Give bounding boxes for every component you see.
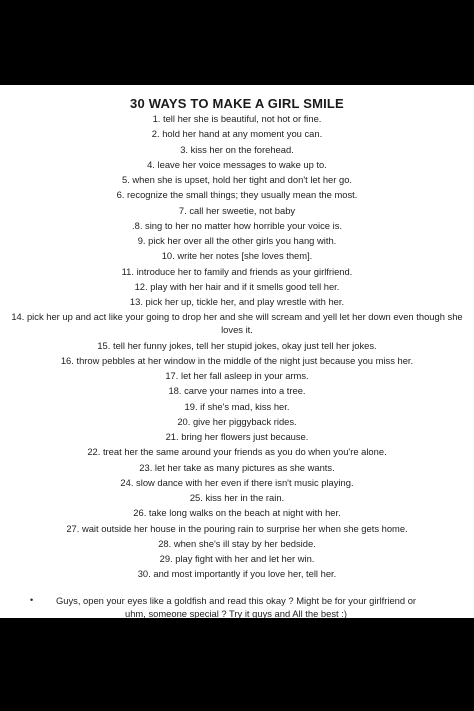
list-item: 5. when she is upset, hold her tight and don't let her go. — [121, 174, 353, 185]
closing-note-text: Guys, open your eyes like a goldfish and read this okay ? Might be for your girlfriend or uhm, someone special ? Try it guys and All the best :) — [55, 594, 417, 618]
list-item: 4. leave her voice messages to wake up to. — [147, 158, 327, 170]
list-item: 6. recognize the small things; they usually mean the most. — [116, 189, 358, 201]
list-item: 16. throw pebbles at her window in the middle of the night just because you miss her. — [60, 354, 414, 366]
list-item: 20. give her piggyback rides. — [177, 415, 297, 427]
list-item: 10. write her notes [she loves them]. — [161, 250, 313, 262]
list-item: 11. introduce her to family and friends as your girlfriend. — [121, 265, 353, 277]
list-item: 27. wait outside her house in the pouring rain to surprise her when she gets home. — [66, 522, 408, 534]
list-item: 19. if she's mad, kiss her. — [184, 400, 290, 412]
list-item: 7. call her sweetie, not baby — [178, 204, 296, 216]
list-item: 1. tell her she is beautiful, not hot or fine. — [152, 113, 322, 124]
tips-list — [0, 112, 474, 581]
list-item: 3. kiss her on the forehead. — [180, 143, 294, 155]
list-item: 23. let her take as many pictures as she wants. — [139, 461, 335, 473]
list-item: 12. play with her hair and if it smells good tell her. — [134, 280, 340, 292]
list-item: 21. bring her flowers just because. — [165, 431, 309, 443]
list-item: 25. kiss her in the rain. — [189, 492, 285, 504]
document-page — [0, 85, 474, 618]
list-item: 9. pick her over all the other girls you hang with. — [137, 235, 337, 246]
list-item: 30. and most importantly if you love her, tell her. — [137, 568, 337, 580]
list-item: 18. carve your names into a tree. — [168, 385, 306, 397]
list-item: 15. tell her funny jokes, tell her stupid jokes, okay just tell her jokes. — [97, 339, 377, 351]
list-item: 2. hold her hand at any moment you can. — [151, 128, 323, 140]
list-item: 22. treat her the same around your friends as you do when you're alone. — [87, 446, 387, 458]
list-item: 14. pick her up and act like your going to drop her and she will scream and yell let her down even though she loves it. — [11, 311, 463, 336]
closing-note — [30, 594, 424, 618]
page-title: 30 WAYS TO MAKE A GIRL SMILE — [130, 96, 344, 111]
list-item: 13. pick her up, tickle her, and play wrestle with her. — [129, 296, 345, 307]
bullet-icon: • — [30, 594, 34, 605]
list-item: 28. when she's ill stay by her bedside. — [158, 537, 316, 549]
list-item: 29. play fight with her and let her win. — [159, 553, 315, 565]
list-item: 24. slow dance with her even if there isn't music playing. — [120, 476, 354, 488]
list-item: 26. take long walks on the beach at night with her. — [133, 507, 341, 519]
list-item: .8. sing to her no matter how horrible your voice is. — [132, 219, 342, 231]
list-item: 17. let her fall asleep in your arms. — [165, 370, 309, 382]
